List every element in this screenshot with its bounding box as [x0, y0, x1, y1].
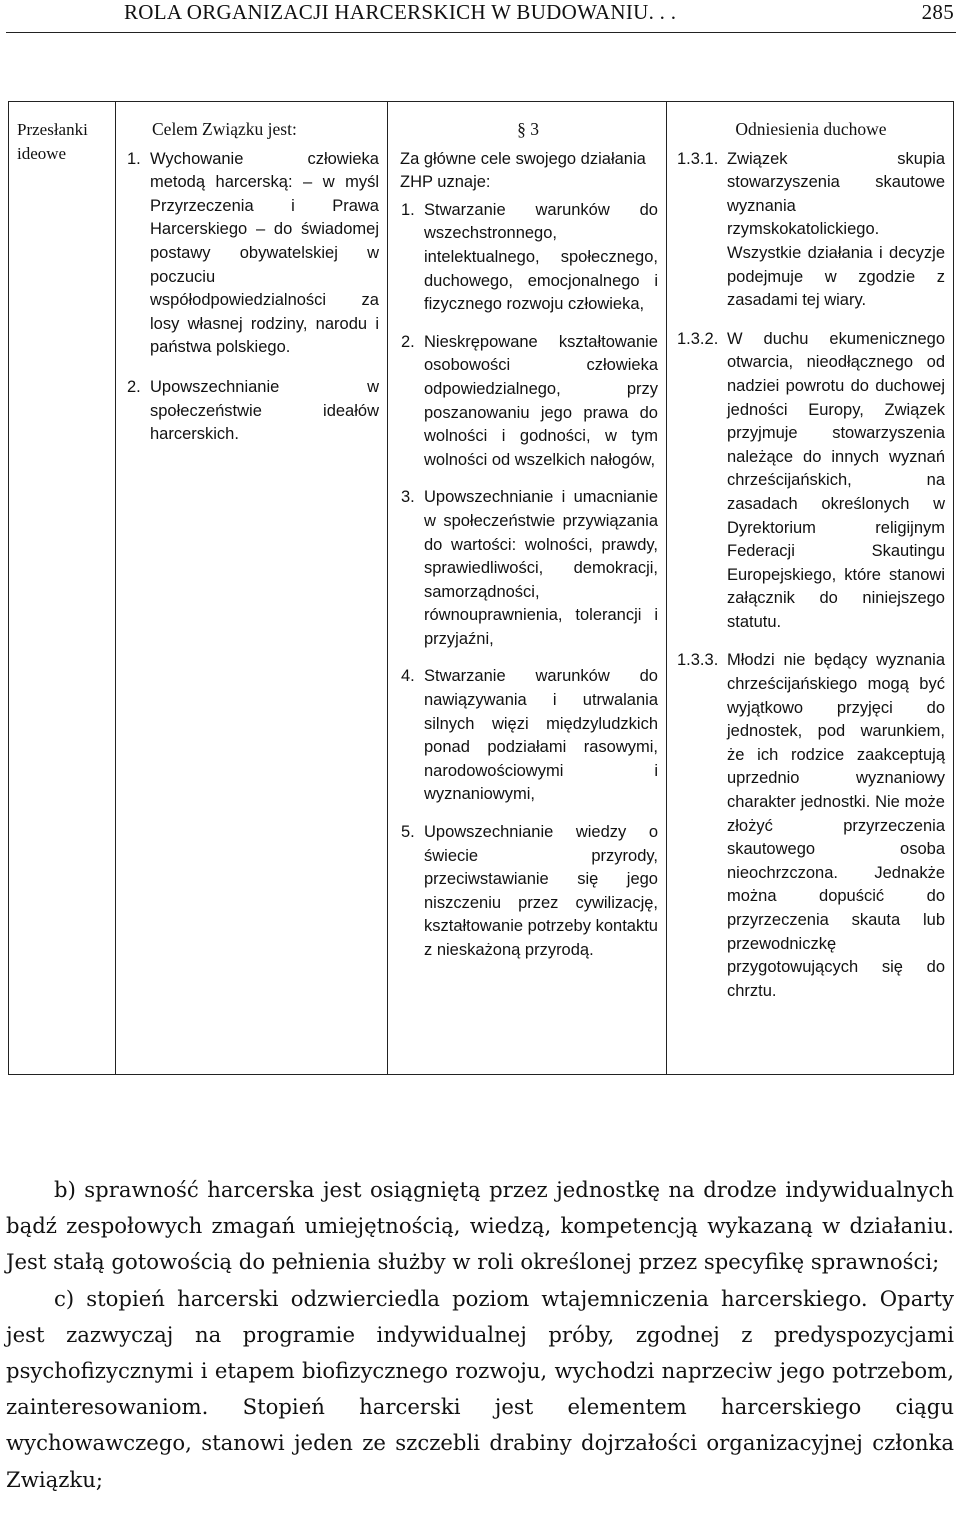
item-number: 4.: [401, 667, 415, 686]
list-item: [398, 665, 658, 807]
list-item: [398, 199, 658, 317]
item-number: 1.3.3.: [677, 651, 719, 670]
item-text: Stwarzanie warunków do wszechstronnego, intelektualnego, społecznego, duchowego, emocjonalnego i fizycznego rozwoju człowieka,: [424, 200, 658, 314]
running-title: ROLA ORGANIZACJI HARCERSKICH W BUDOWANIU. . .: [124, 0, 677, 24]
item-text: Wychowanie człowieka metodą harcerską: – w myśl Przyrzeczenia i Prawa Harcerskiego – do świadomej postawy obywatelskiej w poczuciu współodpowiedzialności za losy własnej rodziny, narodu i państwa polskiego.: [150, 149, 379, 357]
column-heading: Celem Związku jest:: [152, 119, 297, 139]
item-text: Młodzi nie będący wyznania chrześcijańskiego mogą być wyjątkowo przyjęci do jednostek, pod warunkiem, że ich rodzice zaakceptują uprzednio wyznaniowy charakter jednostki. Nie może złożyć przyrzeczenia skautowego osoba nieochrzczona. Jednakże można dopuścić do przyrzeczenia skauta lub przewodniczkę przygotowujących się do chrztu.: [727, 651, 945, 1000]
comparison-table: [8, 101, 954, 1075]
item-text: Związek skupia stowarzyszenia skautowe wyznania rzymskokatolickiego. Wszystkie działania i decyzje podejmuje w zgodzie z zasadami tej wiary.: [727, 149, 945, 310]
list-item: [677, 649, 945, 1003]
page-number: 285: [921, 0, 954, 24]
column-heading: Odniesienia duchowe: [735, 119, 887, 139]
item-text: Upowszechnianie wiedzy o świecie przyrody, przeciwstawianie się jego niszczeniu przez cywilizację, kształtowanie potrzeby kontaktu z nieskażoną przyrodą.: [424, 823, 658, 959]
item-number: 2.: [401, 332, 415, 351]
list-item: [398, 331, 658, 473]
table-column-section-3: [388, 102, 667, 1074]
running-header: [6, 0, 956, 33]
item-number: 3.: [401, 488, 415, 507]
item-text: W duchu ekumenicznego otwarcia, nieodłącznego od nadziei powrotu do duchowej jedności Europy, Związek przyjmuje stowarzyszenia należące do innych wyznań chrześcijańskich, na zasadach określonych w Dyrektorium religijnym Federacji Skautingu Europejskiego, które stanowi załącznik do niniejszego statutu.: [727, 329, 945, 631]
body-text: [6, 1172, 954, 1498]
list-item: [124, 376, 379, 447]
list-item: [124, 148, 379, 360]
table-column-aims: [116, 102, 388, 1074]
table-column-ideological: [9, 102, 116, 1074]
list-item: [677, 328, 945, 635]
item-number: 2.: [127, 377, 141, 396]
row-label: Przesłanki ideowe: [17, 120, 88, 163]
list-item: [398, 486, 658, 651]
paragraph-b: b) sprawność harcerska jest osiągniętą przez jednostkę na drodze indywidualnych bądź zespołowych zmagań umiejętnością, wiedzą, kompetencją wykazaną w działaniu. Jest stałą gotowością do pełnienia służby w roli określonej przez specyfikę sprawności;: [6, 1177, 954, 1275]
item-text: Stwarzanie warunków do nawiązywania i utrwalania silnych więzi międzyludzkich ponad podziałami rasowymi, narodowościowymi i wyznaniowymi,: [424, 667, 658, 804]
list-item: [398, 821, 658, 963]
item-number: 1.3.2.: [677, 329, 719, 348]
table-column-spiritual: [667, 102, 953, 1074]
item-number: 1.3.1.: [677, 149, 719, 168]
item-number: 1.: [127, 149, 141, 168]
paragraph-c: c) stopień harcerski odzwierciedla poziom wtajemniczenia harcerskiego. Oparty jest zazwyczaj na programie indywidualnej próby, zgodnej z predyspozycjami psychofizycznymi i etapem biofizycznego rozwoju, wychodzi naprzeciw jego potrzebom, zainteresowaniom. Stopień harcerski jest elementem harcerskiego ciągu wychowawczego, stanowi jeden ze szczebli drabiny dojrzałości organizacyjnej członka Związku;: [6, 1285, 954, 1492]
column-heading: § 3: [517, 119, 539, 139]
item-text: Upowszechnianie i umacnianie w społeczeństwie przywiązania do wartości: wolności, prawdy, sprawiedliwości, demokracji, samorządności, równouprawnienia, tolerancji i przyjaźni,: [424, 488, 658, 648]
item-number: 5.: [401, 823, 415, 842]
item-text: Upowszechnianie w społeczeństwie ideałów harcerskich.: [150, 377, 379, 444]
section-lead: Za główne cele swojego działania ZHP uznaje:: [400, 149, 646, 192]
item-text: Nieskrępowane kształtowanie osobowości człowieka odpowiedzialnego, przy poszanowaniu jego prawa do wolności i godności, w tym wolności od wszelkich nałogów,: [424, 332, 658, 469]
item-number: 1.: [401, 200, 415, 219]
list-item: [677, 148, 945, 313]
